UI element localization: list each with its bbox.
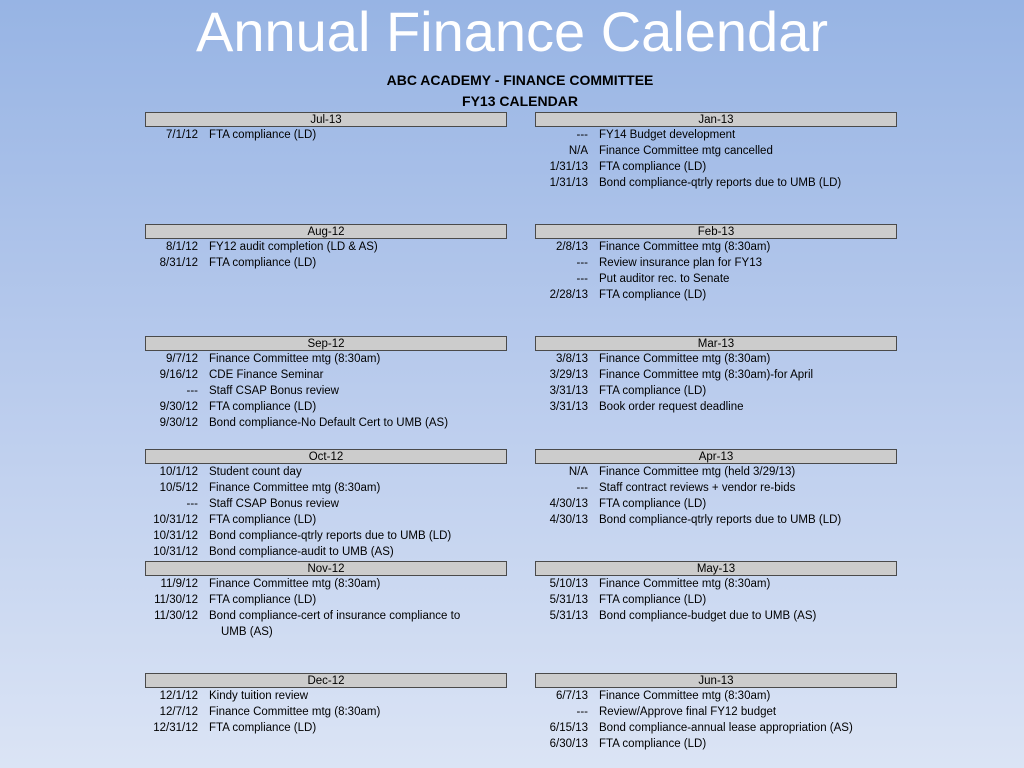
entry-description: Finance Committee mtg (8:30am): [209, 482, 381, 494]
entry-description: FTA compliance (LD): [209, 514, 317, 526]
month-header: Apr-13: [535, 449, 897, 464]
entry-date: 3/31/13: [549, 401, 588, 413]
entry-description: Finance Committee mtg (8:30am): [209, 353, 381, 365]
entry-description: FTA compliance (LD): [209, 257, 317, 269]
month-header: Dec-12: [145, 673, 507, 688]
calendar-entry: [535, 287, 897, 303]
entry-description: Review/Approve final FY12 budget: [599, 706, 777, 718]
entry-description: FTA compliance (LD): [209, 401, 317, 413]
entry-description: Bond compliance-budget due to UMB (AS): [599, 610, 817, 622]
entry-date: 12/7/12: [159, 706, 198, 718]
entry-description: Book order request deadline: [599, 401, 744, 413]
page-title: Annual Finance Calendar: [196, 0, 828, 63]
month-block: [145, 673, 507, 736]
calendar-entry: [145, 544, 507, 560]
calendar-entry: [145, 383, 507, 399]
calendar-entry: [145, 255, 507, 271]
entry-date: N/A: [568, 466, 588, 478]
entry-description: Bond compliance-annual lease appropriation (AS): [599, 722, 853, 734]
entry-description: Finance Committee mtg (held 3/29/13): [599, 466, 796, 478]
entry-date: 1/31/13: [549, 161, 588, 173]
entry-description: Finance Committee mtg cancelled: [599, 145, 773, 157]
entry-date: 2/28/13: [549, 289, 588, 301]
calendar-entry: [535, 271, 897, 287]
entry-description: FTA compliance (LD): [599, 594, 707, 606]
entry-date: 1/31/13: [549, 177, 588, 189]
calendar-entry: [535, 576, 897, 592]
entry-description: Finance Committee mtg (8:30am): [599, 241, 771, 253]
entry-date: 5/31/13: [549, 594, 588, 606]
entry-date: 11/9/12: [160, 578, 198, 590]
month-block: [535, 561, 897, 624]
calendar-entry: [145, 351, 507, 367]
entry-description: Review insurance plan for FY13: [599, 257, 762, 269]
entry-description: FTA compliance (LD): [599, 161, 707, 173]
entry-description: Bond compliance-qtrly reports due to UMB (LD): [599, 177, 842, 189]
month-header: May-13: [535, 561, 897, 576]
calendar-entry: [535, 351, 897, 367]
entry-date: 10/31/12: [153, 546, 198, 558]
entry-description: Bond compliance-qtrly reports due to UMB (LD): [599, 514, 842, 526]
entry-description: FTA compliance (LD): [599, 738, 707, 750]
entry-date: 6/30/13: [549, 738, 588, 750]
entry-date: 10/1/12: [159, 466, 198, 478]
entry-date: ---: [576, 482, 588, 494]
committee-heading: ABC ACADEMY - FINANCE COMMITTEE: [386, 72, 654, 88]
calendar-entry: [535, 367, 897, 383]
month-header: Feb-13: [535, 224, 897, 239]
calendar-entry: [535, 143, 897, 159]
calendar-entry: [145, 415, 507, 431]
entry-date: 6/7/13: [556, 690, 588, 702]
calendar-entry: [145, 576, 507, 592]
entry-date: ---: [186, 385, 198, 397]
month-header: Jun-13: [535, 673, 897, 688]
month-block: [535, 224, 897, 303]
entry-date: 3/8/13: [556, 353, 588, 365]
month-header: Oct-12: [145, 449, 507, 464]
calendar-entry: [535, 159, 897, 175]
entry-description: FTA compliance (LD): [209, 129, 317, 141]
calendar-entry: [145, 592, 507, 608]
month-block: [535, 449, 897, 528]
month-header: Jan-13: [535, 112, 897, 127]
entry-description-continued: UMB (AS): [221, 626, 273, 638]
calendar-entry: [535, 464, 897, 480]
calendar-entry: [535, 255, 897, 271]
entry-date: 5/10/13: [549, 578, 588, 590]
entry-date: 12/1/12: [159, 690, 198, 702]
entry-description: Finance Committee mtg (8:30am): [599, 578, 771, 590]
month-block: [145, 224, 507, 271]
calendar-entry: [145, 464, 507, 480]
entry-date: ---: [576, 706, 588, 718]
entry-date: N/A: [568, 145, 588, 157]
entry-description: FTA compliance (LD): [599, 289, 707, 301]
calendar-entry: [535, 688, 897, 704]
month-block: [145, 561, 507, 640]
calendar-entry: [535, 383, 897, 399]
entry-description: Staff CSAP Bonus review: [209, 385, 339, 397]
entry-date: 4/30/13: [549, 498, 588, 510]
month-header: Sep-12: [145, 336, 507, 351]
entry-date: 12/31/12: [153, 722, 198, 734]
calendar-entry: [145, 720, 507, 736]
entry-date: ---: [576, 129, 588, 141]
calendar-entry: [145, 704, 507, 720]
month-header: Jul-13: [145, 112, 507, 127]
month-block: [535, 336, 897, 415]
calendar-entry: [145, 399, 507, 415]
entry-description: FTA compliance (LD): [599, 498, 707, 510]
entry-description: Bond compliance-audit to UMB (AS): [209, 546, 394, 558]
entry-description: Finance Committee mtg (8:30am): [209, 706, 381, 718]
calendar-entry: [145, 367, 507, 383]
calendar-heading: FY13 CALENDAR: [462, 93, 578, 109]
calendar-entry: [145, 239, 507, 255]
entry-date: ---: [576, 273, 588, 285]
entry-description: Finance Committee mtg (8:30am): [209, 578, 381, 590]
calendar-entry: [535, 592, 897, 608]
entry-date: 9/16/12: [159, 369, 198, 381]
calendar-entry: [535, 512, 897, 528]
entry-date: 11/30/12: [154, 610, 198, 622]
entry-date: ---: [186, 498, 198, 510]
entry-date: 9/7/12: [166, 353, 198, 365]
entry-date: ---: [576, 257, 588, 269]
entry-date: 10/31/12: [153, 514, 198, 526]
entry-date: 9/30/12: [159, 417, 198, 429]
entry-date: 4/30/13: [549, 514, 588, 526]
entry-description: CDE Finance Seminar: [209, 369, 324, 381]
calendar-entry: [535, 736, 897, 752]
entry-date: 8/31/12: [159, 257, 198, 269]
month-block: [145, 336, 507, 431]
entry-description: Kindy tuition review: [209, 690, 309, 702]
calendar-entry: [145, 512, 507, 528]
calendar-entry: [535, 239, 897, 255]
entry-description: Finance Committee mtg (8:30am): [599, 353, 771, 365]
calendar-entry: [535, 608, 897, 624]
calendar-entry: [535, 175, 897, 191]
calendar-entry: [535, 399, 897, 415]
month-block: [535, 673, 897, 752]
calendar-entry: [535, 480, 897, 496]
entry-date: 10/31/12: [153, 530, 198, 542]
entry-description: FY12 audit completion (LD & AS): [209, 241, 378, 253]
entry-date: 7/1/12: [166, 129, 198, 141]
entry-description: Put auditor rec. to Senate: [599, 273, 730, 285]
entry-description: Bond compliance-No Default Cert to UMB (AS): [209, 417, 449, 429]
calendar-entry: [145, 528, 507, 544]
calendar-entry: [535, 496, 897, 512]
entry-description: Finance Committee mtg (8:30am): [599, 690, 771, 702]
month-block: [535, 112, 897, 191]
month-header: Aug-12: [145, 224, 507, 239]
entry-date: 3/31/13: [549, 385, 588, 397]
entry-date: 8/1/12: [166, 241, 198, 253]
entry-date: 5/31/13: [549, 610, 588, 622]
calendar-entry: [535, 704, 897, 720]
entry-description: Staff CSAP Bonus review: [209, 498, 339, 510]
calendar-entry: [535, 127, 897, 143]
entry-description: Finance Committee mtg (8:30am)-for April: [599, 369, 814, 381]
entry-description: Bond compliance-qtrly reports due to UMB (LD): [209, 530, 452, 542]
entry-description: Staff contract reviews + vendor re-bids: [599, 482, 796, 494]
calendar-entry: [145, 608, 507, 640]
entry-description: Bond compliance-cert of insurance compliance to UMB (AS): [209, 608, 479, 640]
entry-date: 9/30/12: [159, 401, 198, 413]
entry-description: FTA compliance (LD): [209, 594, 317, 606]
calendar-entry: [535, 720, 897, 736]
month-header: Nov-12: [145, 561, 507, 576]
month-block: [145, 112, 507, 143]
calendar-entry: [145, 127, 507, 143]
month-block: [145, 449, 507, 560]
entry-date: 10/5/12: [159, 482, 198, 494]
entry-description: FY14 Budget development: [599, 129, 736, 141]
entry-description: FTA compliance (LD): [599, 385, 707, 397]
entry-date: 2/8/13: [556, 241, 588, 253]
entry-description: Student count day: [209, 466, 302, 478]
entry-date: 6/15/13: [549, 722, 588, 734]
entry-description: FTA compliance (LD): [209, 722, 317, 734]
month-header: Mar-13: [535, 336, 897, 351]
calendar-entry: [145, 496, 507, 512]
entry-date: 3/29/13: [549, 369, 588, 381]
entry-date: 11/30/12: [154, 594, 198, 606]
calendar-entry: [145, 480, 507, 496]
calendar-entry: [145, 688, 507, 704]
